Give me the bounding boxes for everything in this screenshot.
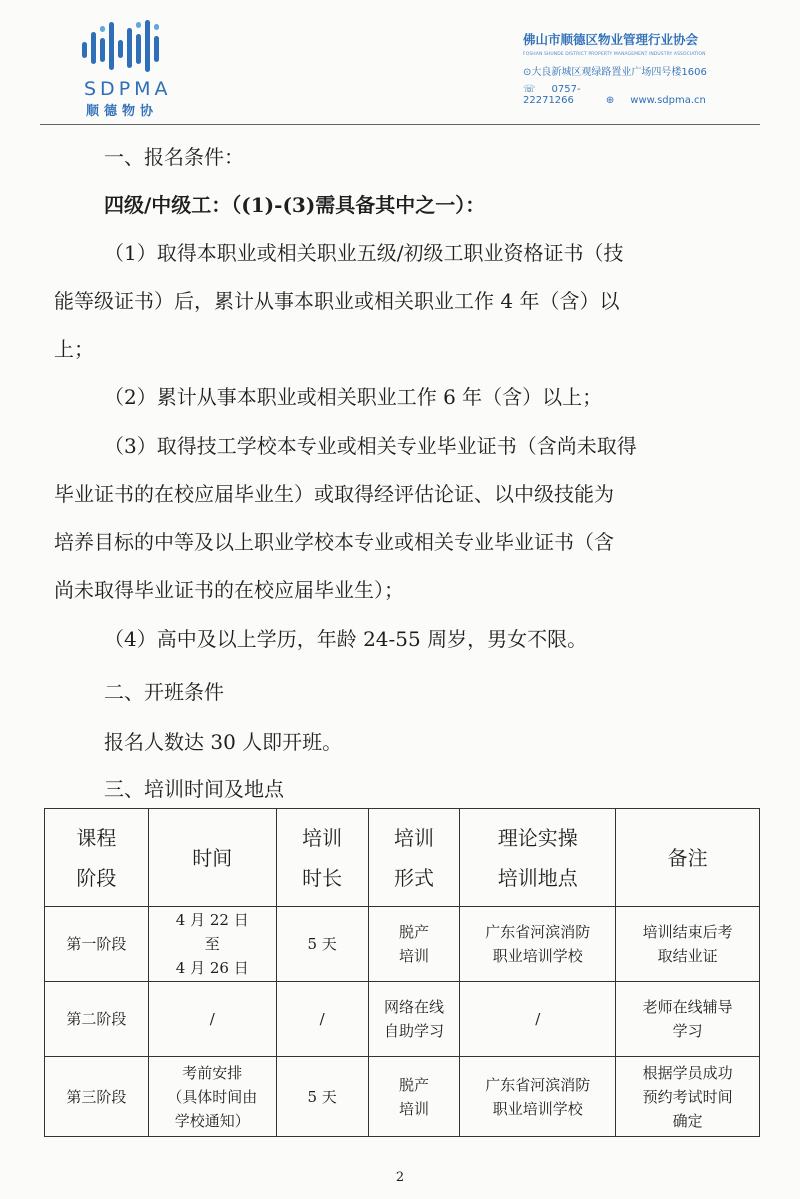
location-pin-icon: ⊙ bbox=[523, 67, 532, 78]
note-cell: 培训结束后考 取结业证 bbox=[616, 907, 760, 982]
website-item bbox=[606, 95, 722, 106]
phone-text: 0757-22271266 bbox=[523, 84, 581, 106]
table-row bbox=[45, 1057, 760, 1137]
cond1-line3: 上； bbox=[54, 337, 94, 361]
stage-cell: 第二阶段 bbox=[45, 982, 149, 1057]
org-address bbox=[523, 63, 728, 78]
section1-title: 一、报名条件： bbox=[104, 145, 244, 169]
duration-cell: 5 天 bbox=[276, 1057, 368, 1137]
cond4: （4）高中及以上学历，年龄 24-55 周岁，男女不限。 bbox=[104, 627, 588, 651]
sdpma-logo-icon bbox=[80, 18, 170, 76]
org-name-en: FOSHAN SHUNDE DISTRICT PROPERTY MANAGEMENT INDUSTRY ASSOCIATION bbox=[523, 52, 706, 57]
section2-text: 报名人数达 30 人即开班。 bbox=[104, 730, 343, 754]
org-info bbox=[523, 30, 728, 106]
schedule-table bbox=[44, 808, 760, 1137]
table-row bbox=[45, 907, 760, 982]
time-cell: 4 月 22 日 至 4 月 26 日 bbox=[148, 907, 276, 982]
cond3-line2: 毕业证书的在校应届毕业生）或取得经评估论证、以中级技能为 bbox=[54, 482, 614, 506]
level-heading: 四级/中级工：（(1)-(3)需具备其中之一）： bbox=[104, 193, 486, 217]
form-cell: 脱产 培训 bbox=[368, 907, 460, 982]
letterhead bbox=[0, 0, 800, 125]
time-cell: / bbox=[148, 982, 276, 1057]
section3-title: 三、培训时间及地点 bbox=[104, 777, 284, 801]
duration-cell: / bbox=[276, 982, 368, 1057]
header-place: 理论实操 培训地点 bbox=[460, 809, 616, 907]
section2-title: 二、开班条件 bbox=[104, 680, 224, 704]
page-number: 2 bbox=[395, 1170, 405, 1185]
stage-cell: 第一阶段 bbox=[45, 907, 149, 982]
duration-cell: 5 天 bbox=[276, 907, 368, 982]
cond3-line1: （3）取得技工学校本专业或相关专业毕业证书（含尚未取得 bbox=[104, 434, 637, 458]
header-duration: 培训 时长 bbox=[276, 809, 368, 907]
cond2: （2）累计从事本职业或相关职业工作 6 年（含）以上； bbox=[104, 385, 603, 409]
time-cell: 考前安排 （具体时间由 学校通知） bbox=[148, 1057, 276, 1137]
note-cell: 老师在线辅导 学习 bbox=[616, 982, 760, 1057]
place-cell: 广东省河滨消防 职业培训学校 bbox=[460, 1057, 616, 1137]
table-row bbox=[45, 982, 760, 1057]
note-cell: 根据学员成功 预约考试时间 确定 bbox=[616, 1057, 760, 1137]
header-form: 培训 形式 bbox=[368, 809, 460, 907]
logo-text: SDPMA bbox=[84, 78, 172, 100]
globe-icon: ⊕ bbox=[605, 95, 615, 106]
org-name: 佛山市顺德区物业管理行业协会 bbox=[523, 32, 699, 47]
table-header-row bbox=[45, 809, 760, 907]
phone-item bbox=[523, 84, 590, 106]
form-cell: 脱产 培训 bbox=[368, 1057, 460, 1137]
phone-icon: ☏ bbox=[523, 84, 536, 95]
place-cell: / bbox=[460, 982, 616, 1057]
logo-subtitle: 顺德物协 bbox=[86, 104, 159, 119]
header-divider bbox=[40, 124, 760, 125]
website-text: www.sdpma.cn bbox=[630, 95, 706, 106]
form-cell: 网络在线 自助学习 bbox=[368, 982, 460, 1057]
place-cell: 广东省河滨消防 职业培训学校 bbox=[460, 907, 616, 982]
header-note: 备注 bbox=[616, 809, 760, 907]
cond1-line1: （1）取得本职业或相关职业五级/初级工职业资格证书（技 bbox=[104, 241, 624, 265]
header-time: 时间 bbox=[148, 809, 276, 907]
cond1-line2: 能等级证书）后，累计从事本职业或相关职业工作 4 年（含）以 bbox=[54, 289, 620, 313]
stage-cell: 第三阶段 bbox=[45, 1057, 149, 1137]
cond3-line4: 尚未取得毕业证书的在校应届毕业生）； bbox=[54, 578, 404, 602]
cond3-line3: 培养目标的中等及以上职业学校本专业或相关专业毕业证书（含 bbox=[54, 530, 614, 554]
header-stage: 课程 阶段 bbox=[45, 809, 149, 907]
org-contact bbox=[523, 84, 728, 106]
address-text: 大良新城区观绿路置业广场四号楼1606 bbox=[531, 67, 707, 78]
